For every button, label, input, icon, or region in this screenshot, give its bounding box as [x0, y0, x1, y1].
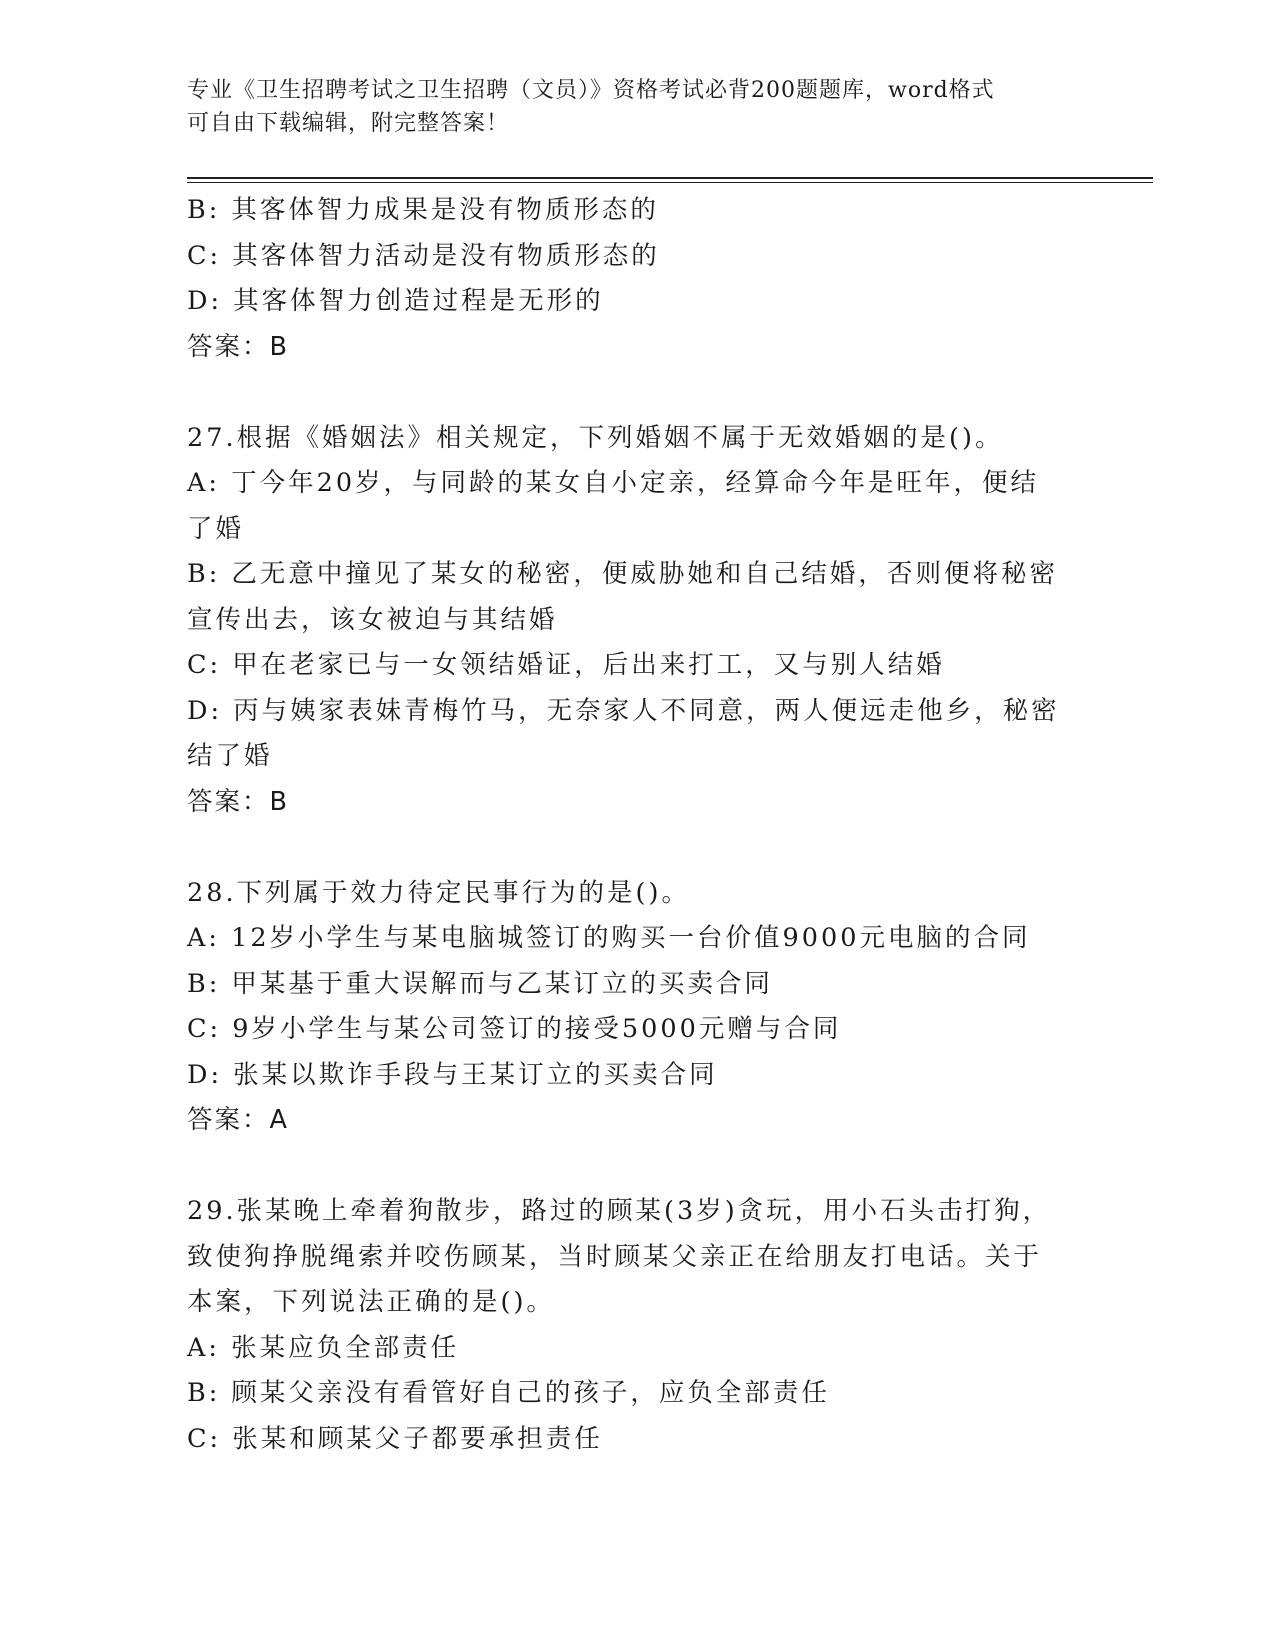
- q27-option-c: C: 甲在老家已与一女领结婚证，后出来打工，又与别人结婚: [187, 650, 945, 680]
- q28-stem: 28.下列属于效力待定民事行为的是()。: [187, 877, 690, 908]
- header-line-1: 专业《卫生招聘考试之卫生招聘（文员）》资格考试必背200题题库，word格式: [187, 78, 995, 103]
- q27-option-a: A: 丁今年20岁，与同龄的某女自小定亲，经算命今年是旺年，便结: [187, 468, 1040, 498]
- spacer: [187, 825, 1067, 871]
- prev-option-b: B: 其客体智力成果是没有物质形态的: [187, 195, 659, 225]
- q27-stem: 27.根据《婚姻法》相关规定，下列婚姻不属于无效婚姻的是()。: [187, 422, 1004, 453]
- q27-option-d: D: 丙与姨家表妹青梅竹马，无奈家人不同意，两人便远走他乡，秘密: [187, 695, 1060, 726]
- prev-option-d: D: 其客体智力创造过程是无形的: [187, 286, 604, 316]
- q27-option-a-cont: 了婚: [187, 513, 245, 544]
- spacer: [187, 1144, 1067, 1190]
- q28-option-d: D: 张某以欺诈手段与王某订立的买卖合同: [187, 1059, 718, 1090]
- page-header: [187, 74, 1067, 140]
- q27-option-d-cont: 结了婚: [187, 741, 273, 771]
- q29-stem-line-3: 本案，下列说法正确的是()。: [187, 1287, 555, 1317]
- q27-option-b: B: 乙无意中撞见了某女的秘密，便威胁她和自己结婚，否则便将秘密: [187, 559, 1058, 589]
- prev-option-c: C: 其客体智力活动是没有物质形态的: [187, 240, 660, 271]
- question-content: [187, 188, 1067, 1462]
- q27-option-b-cont: 宣传出去，该女被迫与其结婚: [187, 604, 558, 635]
- q28-option-a: A: 12岁小学生与某电脑城签订的购买一台价值9000元电脑的合同: [187, 923, 1031, 953]
- q29-stem-line-1: 29.张某晚上牵着狗散步，路过的顾某(3岁)贪玩，用小石头击打狗，: [187, 1196, 1052, 1226]
- prev-answer: 答案：B: [187, 331, 289, 362]
- q28-option-b: B: 甲某基于重大误解而与乙某订立的买卖合同: [187, 968, 773, 999]
- header-divider: [187, 177, 1153, 183]
- q27-answer: 答案：B: [187, 786, 289, 817]
- q29-stem-line-2: 致使狗挣脱绳索并咬伤顾某，当时顾某父亲正在给朋友打电话。关于: [187, 1241, 1043, 1272]
- q29-option-b: B: 顾某父亲没有看管好自己的孩子，应负全部责任: [187, 1378, 830, 1408]
- spacer: [187, 370, 1067, 416]
- q28-answer: 答案：A: [187, 1105, 289, 1135]
- q29-option-a: A: 张某应负全部责任: [187, 1332, 460, 1363]
- header-line-2: 可自由下载编辑，附完整答案！: [187, 111, 510, 136]
- q29-option-c: C: 张某和顾某父子都要承担责任: [187, 1423, 603, 1454]
- q28-option-c: C: 9岁小学生与某公司签订的接受5000元赠与合同: [187, 1014, 842, 1044]
